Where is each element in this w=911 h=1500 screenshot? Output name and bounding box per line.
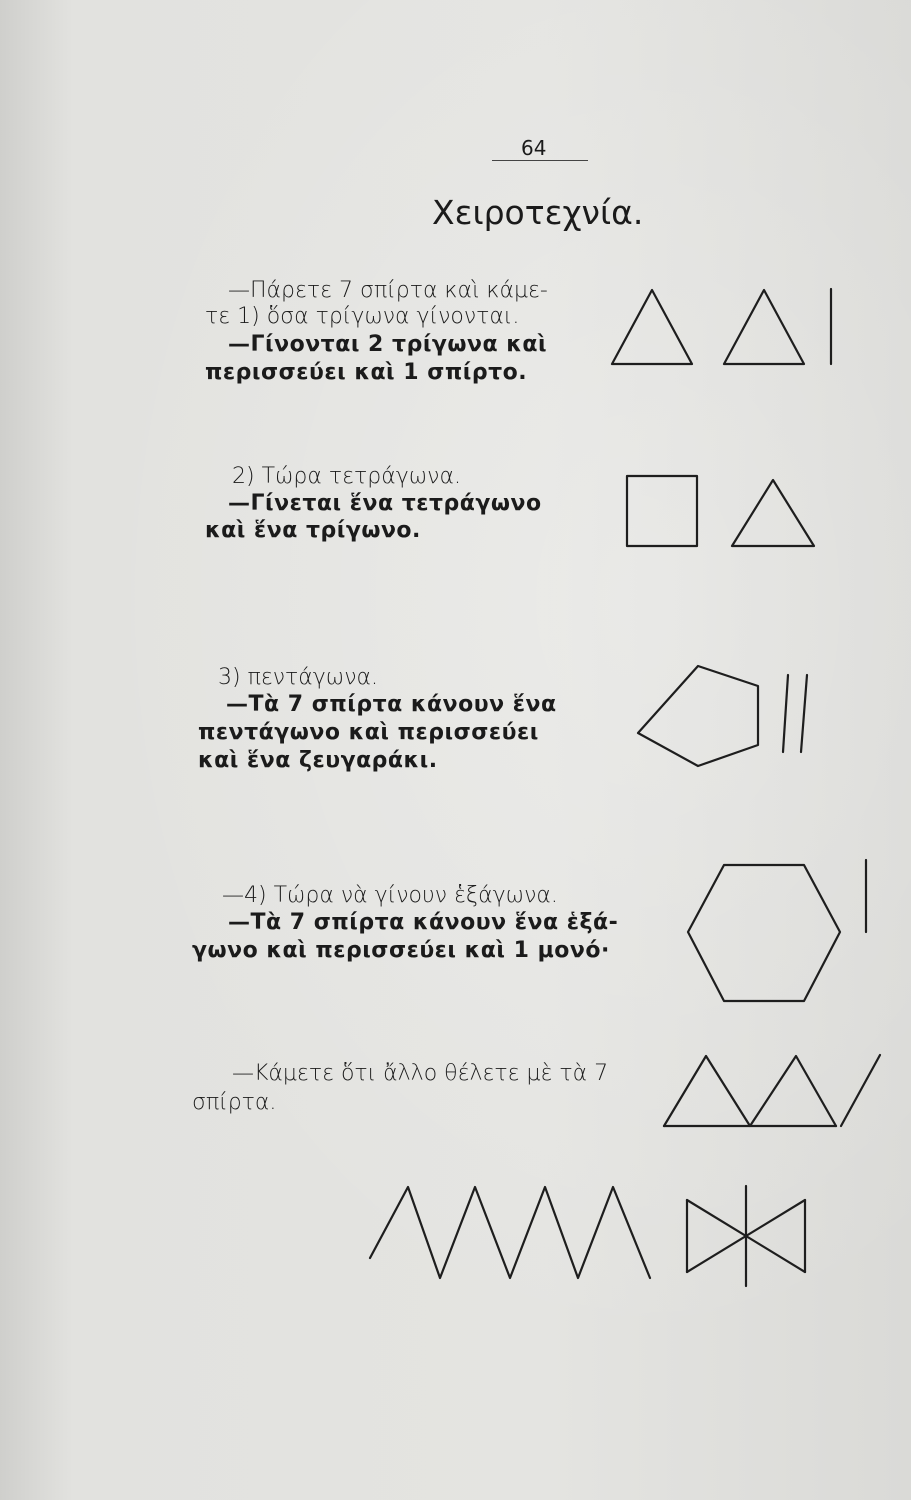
section5-line1: —Κάμετε ὅτι ἄλλο θέλετε μὲ τὰ 7 bbox=[232, 1061, 609, 1086]
section1-line3: —Γίνονται 2 τρίγωνα καὶ bbox=[228, 332, 548, 357]
pentagon-two-matches-icon bbox=[638, 666, 807, 766]
section3-line1: 3) πεντάγωνα. bbox=[218, 665, 378, 690]
section4-line3: γωνο καὶ περισσεύει καὶ 1 μονό· bbox=[192, 938, 610, 963]
square-triangle-icon bbox=[627, 476, 814, 546]
section3-line2: —Τὰ 7 σπίρτα κάνουν ἕνα bbox=[226, 692, 557, 717]
section1-line4: περισσεύει καὶ 1 σπίρτο. bbox=[205, 360, 528, 385]
section1-line2: τε 1) ὅσα τρίγωνα γίνονται. bbox=[205, 304, 520, 329]
zigzag-icon bbox=[370, 1187, 650, 1278]
section3-line4: καὶ ἕνα ζευγαράκι. bbox=[198, 748, 438, 773]
section4-line1: —4) Τώρα νὰ γίνουν ἑξάγωνα. bbox=[222, 883, 558, 908]
section2-line2: —Γίνεται ἕνα τετράγωνο bbox=[228, 491, 542, 516]
section1-line1: —Πάρετε 7 σπίρτα καὶ κάμε- bbox=[228, 278, 548, 303]
section3-line3: πεντάγωνο καὶ περισσεύει bbox=[198, 720, 539, 745]
page-number: 64 bbox=[521, 136, 547, 160]
section2-line1: 2) Τώρα τετράγωνα. bbox=[232, 464, 461, 489]
two-triangles-match-icon bbox=[612, 289, 831, 364]
triangle-strip-icon bbox=[664, 1055, 880, 1126]
section5-line2: σπίρτα. bbox=[192, 1090, 277, 1115]
page-title: Χειροτεχνία. bbox=[432, 193, 644, 232]
bowtie-match-icon bbox=[687, 1186, 805, 1286]
section4-line2: —Τὰ 7 σπίρτα κάνουν ἕνα ἑξά- bbox=[228, 910, 619, 935]
section2-line3: καὶ ἕνα τρίγωνο. bbox=[205, 518, 421, 543]
hexagon-match-icon bbox=[688, 860, 866, 1001]
